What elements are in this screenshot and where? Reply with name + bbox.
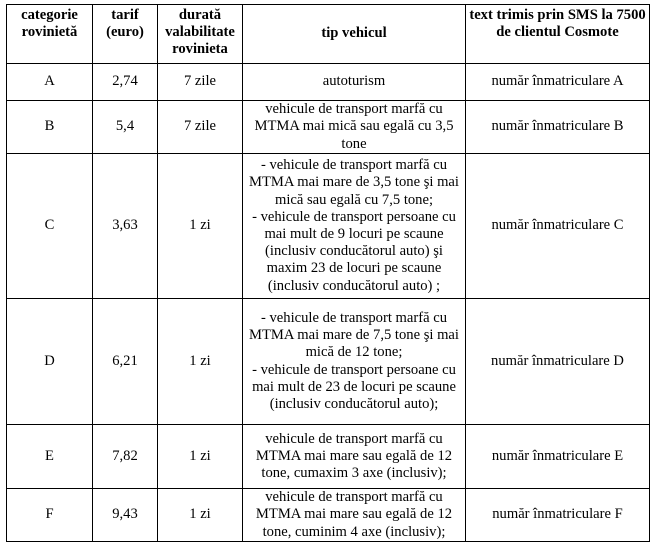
cell-categorie: C (7, 154, 93, 299)
cell-categorie: F (7, 489, 93, 542)
cell-tip-vehicul (243, 64, 466, 101)
cell-tarif: 9,43 (93, 489, 158, 542)
cell-durata: 1 zi (158, 489, 243, 542)
cell-durata: 1 zi (158, 299, 243, 425)
header-tarif: tarif (euro) (93, 5, 158, 64)
tip-paragraph: vehicule de transport marfă cu MTMA mai mare sau egală de 12 tone, cumaxim 3 axe (inclusiv); (255, 430, 453, 482)
cell-tip-vehicul (243, 299, 466, 425)
tip-paragraph: - vehicule de transport persoane cu mai mult de 9 locuri pe scaune (inclusiv conducătorul auto) şi maxim 23 de locuri pe scaune (inclusiv conducătorul auto) ; (252, 208, 456, 294)
cell-text-sms: număr înmatriculare E (466, 425, 650, 489)
header-tip-vehicul: tip vehicul (243, 5, 466, 64)
table-row (7, 101, 650, 154)
cell-categorie: E (7, 425, 93, 489)
table-row (7, 64, 650, 101)
vignette-tariff-table (6, 4, 650, 542)
cell-categorie: B (7, 101, 93, 154)
tip-paragraph: autoturism (322, 73, 386, 90)
cell-text-sms: număr înmatriculare D (466, 299, 650, 425)
cell-tarif: 2,74 (93, 64, 158, 101)
cell-tarif: 6,21 (93, 299, 158, 425)
tip-paragraph: vehicule de transport marfă cu MTMA mai mică sau egală cu 3,5 tone (254, 101, 454, 152)
cell-tarif: 5,4 (93, 101, 158, 154)
cell-durata: 1 zi (158, 154, 243, 299)
cell-tip-vehicul (243, 101, 466, 154)
cell-text-sms: număr înmatriculare B (466, 101, 650, 154)
cell-tip-vehicul (243, 489, 466, 542)
header-durata: durată valabilitate rovinieta (158, 5, 243, 64)
table-row (7, 299, 650, 425)
tip-paragraph: - vehicule de transport marfă cu MTMA mai mare de 7,5 tone şi mai mică de 12 tone; (249, 309, 459, 361)
cell-categorie: A (7, 64, 93, 101)
header-text-sms: text trimis prin SMS la 7500 de clientul Cosmote (466, 5, 650, 64)
cell-categorie: D (7, 299, 93, 425)
cell-tarif: 3,63 (93, 154, 158, 299)
cell-durata: 7 zile (158, 101, 243, 154)
tip-paragraph: - vehicule de transport marfă cu MTMA mai mare de 3,5 tone şi mai mică sau egală cu 7,5 tone; (249, 157, 459, 208)
cell-tarif: 7,82 (93, 425, 158, 489)
cell-tip-vehicul (243, 154, 466, 299)
table-row (7, 425, 650, 489)
cell-durata: 7 zile (158, 64, 243, 101)
cell-durata: 1 zi (158, 425, 243, 489)
tip-paragraph: vehicule de transport marfă cu MTMA mai mare sau egală de 12 tone, cuminim 4 axe (inclusiv); (255, 489, 453, 540)
table-row (7, 489, 650, 542)
header-categorie: categorie rovinietă (7, 5, 93, 64)
tip-paragraph: - vehicule de transport persoane cu mai mult de 23 de locuri pe scaune (inclusiv conducătorul auto); (252, 361, 456, 412)
cell-text-sms: număr înmatriculare C (466, 154, 650, 299)
cell-text-sms: număr înmatriculare F (466, 489, 650, 542)
table-row (7, 154, 650, 299)
header-row (7, 5, 650, 64)
cell-tip-vehicul (243, 425, 466, 489)
cell-text-sms: număr înmatriculare A (466, 64, 650, 101)
